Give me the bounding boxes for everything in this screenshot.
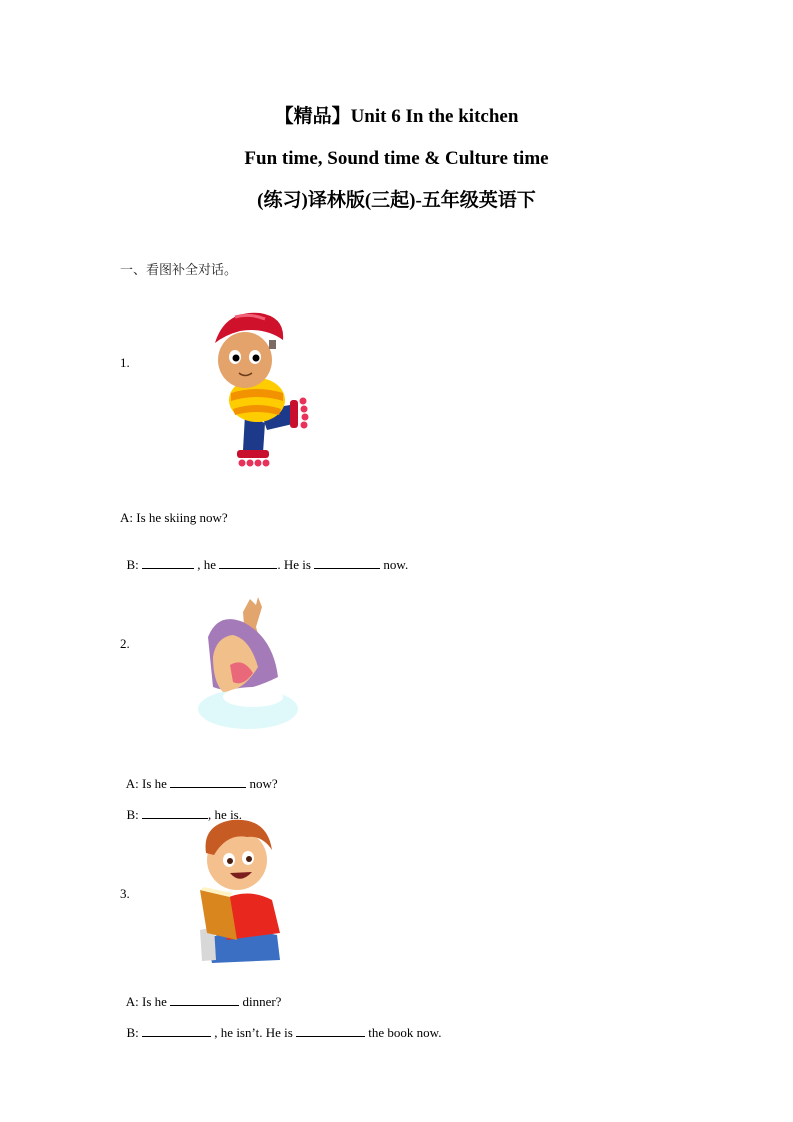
q1-b-text: B:: [126, 557, 143, 572]
q2-b-text: , he is.: [208, 807, 242, 822]
q2-a-text: now?: [246, 776, 278, 791]
q2-b-text: B:: [126, 807, 143, 822]
q2-line-a: [120, 760, 278, 792]
q3-b-text: B:: [126, 1025, 143, 1040]
q2-a-text: A: Is he: [125, 776, 171, 791]
question-number-1: 1.: [120, 355, 130, 370]
q1-b-text: , he: [194, 557, 220, 572]
q2-answer-blank-1[interactable]: [170, 776, 246, 788]
q1-answer-blank-2[interactable]: [219, 557, 277, 569]
q1-line-b: [120, 541, 408, 573]
question-number-2: 2.: [120, 636, 130, 651]
document-edition: (练习)译林版(三起)-五年级英语下: [257, 190, 536, 211]
q3-answer-blank-1[interactable]: [170, 994, 239, 1006]
q3-line-b: [120, 1009, 441, 1041]
q3-answer-blank-2[interactable]: [142, 1025, 211, 1037]
q3-b-text: , he isn’t. He is: [211, 1025, 297, 1040]
boy-swimming-illustration: [198, 597, 303, 732]
q1-b-text: . He is: [277, 557, 315, 572]
document-title: 【精品】Unit 6 In the kitchen: [274, 106, 519, 127]
question-number-3: 3.: [120, 886, 130, 901]
q3-answer-blank-3[interactable]: [296, 1025, 365, 1037]
q3-a-text: dinner?: [239, 994, 282, 1009]
q1-b-text: now.: [380, 557, 409, 572]
q3-a-text: A: Is he: [125, 994, 171, 1009]
boy-reading-book-illustration: [192, 815, 287, 965]
q3-b-text: the book now.: [365, 1025, 442, 1040]
document-subtitle: Fun time, Sound time & Culture time: [244, 148, 549, 169]
q1-answer-blank-3[interactable]: [314, 557, 380, 569]
q3-line-a: [120, 978, 281, 1010]
boy-rollerskating-illustration: [205, 305, 315, 475]
q1-answer-blank-1[interactable]: [142, 557, 194, 569]
section-heading: 一、看图补全对话。: [120, 263, 238, 278]
q1-line-a: A: Is he skiing now?: [120, 510, 228, 525]
